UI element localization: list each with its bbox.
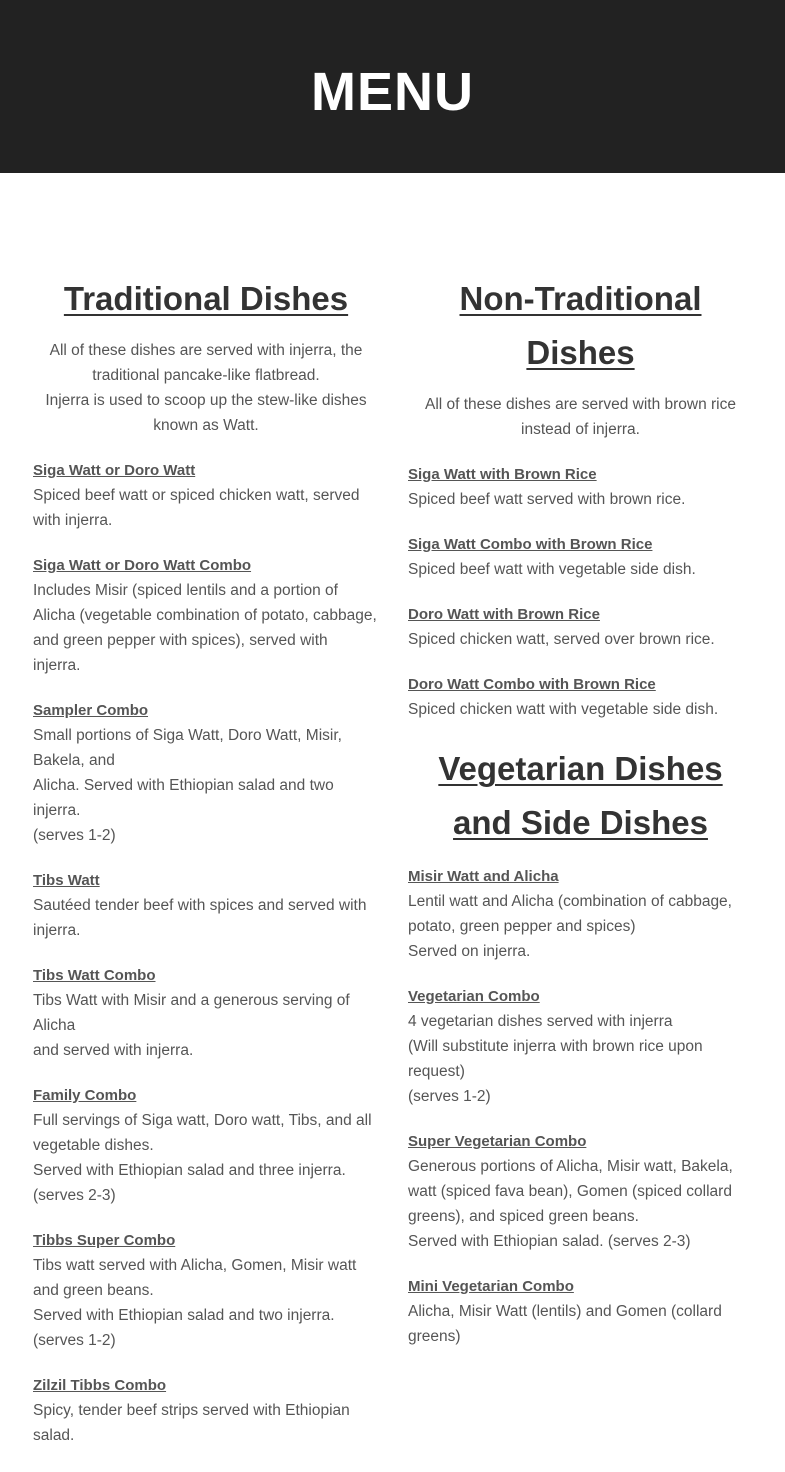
non-traditional-intro-line: All of these dishes are served with brown rice instead of injerra. — [424, 396, 736, 438]
traditional-intro — [33, 338, 379, 438]
description-line: (serves 1-2) — [33, 1332, 116, 1349]
traditional-item-list — [33, 458, 379, 1448]
menu-header — [0, 0, 785, 173]
menu-item-name[interactable]: Siga Watt or Doro Watt Combo — [33, 557, 252, 574]
menu-item-description — [408, 1154, 753, 1254]
non-traditional-dishes-title: Non-Traditional Dishes — [459, 280, 702, 371]
menu-item — [408, 602, 753, 652]
menu-item-name[interactable]: Siga Watt with Brown Rice — [408, 466, 597, 483]
menu-item-description — [408, 889, 753, 964]
menu-item-description — [408, 487, 753, 512]
menu-item-name[interactable]: Vegetarian Combo — [408, 988, 540, 1005]
menu-item — [33, 1083, 379, 1208]
traditional-intro-line: All of these dishes are served with injerra, the traditional pancake-like flatbread. — [49, 342, 363, 384]
menu-item — [408, 1129, 753, 1254]
description-line: 4 vegetarian dishes served with injerra — [408, 1013, 673, 1030]
menu-item-name[interactable]: Sampler Combo — [33, 702, 149, 719]
traditional-dishes-title: Traditional Dishes — [63, 280, 349, 317]
description-line: Spiced beef watt or spiced chicken watt, served with injerra. — [33, 487, 360, 529]
description-line: Spiced chicken watt, served over brown rice. — [408, 631, 715, 648]
menu-item-description — [33, 893, 379, 943]
description-line: Includes Misir (spiced lentils and a portion of Alicha (vegetable combination of potato, cabbage, — [33, 582, 377, 624]
menu-columns — [0, 173, 785, 1472]
menu-item-description — [408, 1009, 753, 1109]
menu-item-name[interactable]: Siga Watt Combo with Brown Rice — [408, 536, 653, 553]
menu-item-description — [33, 1398, 379, 1448]
description-line: Served on injerra. — [408, 943, 531, 960]
menu-item-name[interactable]: Doro Watt Combo with Brown Rice — [408, 676, 656, 693]
description-line: Served with Ethiopian salad. (serves 2-3) — [408, 1233, 691, 1250]
traditional-column — [33, 272, 379, 1448]
menu-item-description — [408, 697, 753, 722]
description-line: Tibs Watt with Misir and a generous serving of Alicha — [33, 992, 350, 1034]
description-line: Full servings of Siga watt, Doro watt, Tibs, and all vegetable dishes. — [33, 1112, 372, 1154]
non-traditional-column — [408, 272, 753, 1349]
description-line: Alicha, Misir Watt (lentils) and Gomen (collard greens) — [408, 1303, 722, 1345]
description-line: Spiced beef watt served with brown rice. — [408, 491, 686, 508]
menu-item — [408, 672, 753, 722]
menu-item-description — [33, 723, 379, 848]
menu-item-description — [33, 1108, 379, 1208]
description-line: (serves 1-2) — [408, 1088, 491, 1105]
non-traditional-intro — [408, 392, 753, 442]
vegetarian-item-list — [408, 864, 753, 1349]
description-line: and served with injerra. — [33, 1042, 194, 1059]
menu-item — [33, 1228, 379, 1353]
traditional-intro-line: Injerra is used to scoop up the stew-like dishes known as Watt. — [45, 392, 367, 434]
menu-item-name[interactable]: Misir Watt and Alicha — [408, 868, 559, 885]
description-line: (Will substitute injerra with brown rice upon request) — [408, 1038, 703, 1080]
description-line: Generous portions of Alicha, Misir watt, Bakela, watt (spiced fava bean), Gomen (spiced collard greens), and spiced green beans. — [408, 1158, 733, 1225]
menu-item-name[interactable]: Tibs Watt — [33, 872, 100, 889]
menu-item — [33, 458, 379, 533]
description-line: Served with Ethiopian salad and three injerra. — [33, 1162, 346, 1179]
description-line: Spicy, tender beef strips served with Ethiopian salad. — [33, 1402, 350, 1444]
menu-item — [408, 1274, 753, 1349]
description-line: (serves 2-3) — [33, 1187, 116, 1204]
vegetarian-dishes-title: Vegetarian Dishes and Side Dishes — [438, 750, 723, 841]
menu-item-description — [33, 483, 379, 533]
description-line: and green pepper with spices), served with injerra. — [33, 632, 328, 674]
menu-item-name[interactable]: Super Vegetarian Combo — [408, 1133, 587, 1150]
non-traditional-item-list — [408, 462, 753, 722]
menu-item-description — [33, 578, 379, 678]
menu-item-description — [33, 988, 379, 1063]
menu-item-name[interactable]: Tibbs Super Combo — [33, 1232, 176, 1249]
description-line: Tibs watt served with Alicha, Gomen, Misir watt and green beans. — [33, 1257, 357, 1299]
menu-item — [408, 532, 753, 582]
menu-item — [33, 1373, 379, 1448]
menu-item — [408, 984, 753, 1109]
menu-item — [33, 868, 379, 943]
menu-item-name[interactable]: Tibs Watt Combo — [33, 967, 156, 984]
menu-item-description — [33, 1253, 379, 1353]
menu-item-name[interactable]: Doro Watt with Brown Rice — [408, 606, 600, 623]
menu-item-name[interactable]: Mini Vegetarian Combo — [408, 1278, 574, 1295]
menu-item — [33, 963, 379, 1063]
menu-item — [408, 462, 753, 512]
description-line: Lentil watt and Alicha (combination of cabbage, potato, green pepper and spices) — [408, 893, 732, 935]
description-line: Small portions of Siga Watt, Doro Watt, Misir, Bakela, and — [33, 727, 342, 769]
menu-item-name[interactable]: Zilzil Tibbs Combo — [33, 1377, 167, 1394]
menu-item-name[interactable]: Family Combo — [33, 1087, 137, 1104]
menu-item-name[interactable]: Siga Watt or Doro Watt — [33, 462, 196, 479]
menu-item-description — [408, 627, 753, 652]
description-line: (serves 1-2) — [33, 827, 116, 844]
menu-item — [33, 553, 379, 678]
menu-item-description — [408, 1299, 753, 1349]
description-line: Spiced beef watt with vegetable side dish. — [408, 561, 696, 578]
description-line: Sautéed tender beef with spices and served with injerra. — [33, 897, 367, 939]
menu-item — [33, 698, 379, 848]
description-line: Alicha. Served with Ethiopian salad and two injerra. — [33, 777, 334, 819]
menu-item-description — [408, 557, 753, 582]
description-line: Spiced chicken watt with vegetable side dish. — [408, 701, 719, 718]
page-title: MENU — [311, 61, 474, 122]
menu-item — [408, 864, 753, 964]
description-line: Served with Ethiopian salad and two injerra. — [33, 1307, 335, 1324]
